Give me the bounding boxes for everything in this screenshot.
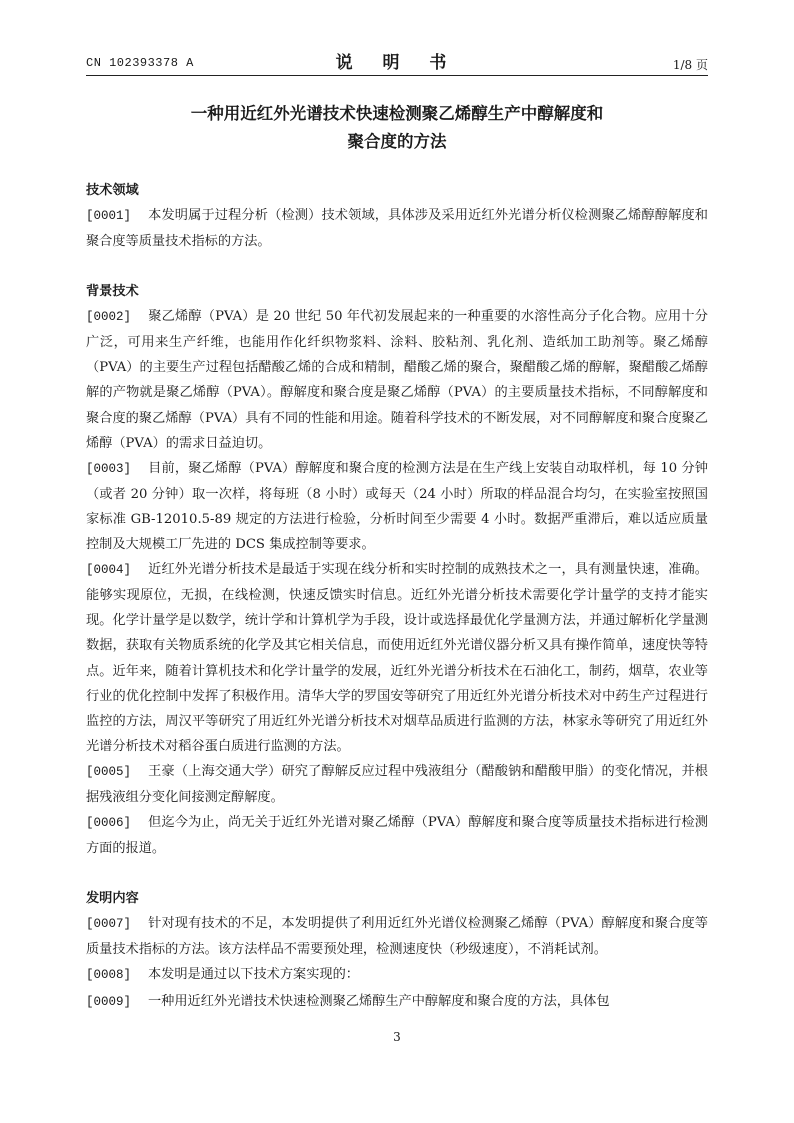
paragraph-number: [0009] — [86, 994, 132, 1009]
paragraph-text: 本发明是通过以下技术方案实现的： — [148, 967, 359, 983]
paragraph-number: [0002] — [86, 310, 132, 325]
paragraph-number: [0006] — [86, 816, 132, 831]
paragraph-number: [0008] — [86, 968, 132, 983]
document-body — [86, 178, 708, 1015]
paragraph — [86, 456, 708, 557]
paragraph-text: 目前，聚乙烯醇（PVA）醇解度和聚合度的检测方法是在生产线上安装自动取样机，每 10 分钟（或者 20 分钟）取一次样，将每班（8 小时）或每天（24 小时）所取的样品混合均匀，在实验室按照国家标准 GB-12010.5-89 规定的方法进行检验，分析时间至少需要 4 小时。数据严重滞后，难以适应质量控制及大规模工厂先进的 DCS 集成控制等要求。 — [86, 460, 708, 553]
page-number-footer: 3 — [393, 1030, 401, 1044]
paragraph-text: 王豪（上海交通大学）研究了醇解反应过程中残液组分（醋酸钠和醋酸甲脂）的变化情况，并根据残液组分变化间接测定醇解度。 — [86, 763, 708, 805]
paragraph-text: 针对现有技术的不足，本发明提供了利用近红外光谱仪检测聚乙烯醇（PVA）醇解度和聚合度等质量技术指标的方法。该方法样品不需要预处理，检测速度快（秒级速度），不消耗试剂。 — [86, 916, 708, 958]
paragraph-number: [0004] — [86, 563, 132, 578]
title-line-1: 一种用近红外光谱技术快速检测聚乙烯醇生产中醇解度和 — [190, 104, 604, 123]
section-heading-summary: 发明内容 — [86, 891, 139, 907]
paragraph-number: [0003] — [86, 461, 132, 476]
paragraph-text: 但迄今为止，尚无关于近红外光谱对聚乙烯醇（PVA）醇解度和聚合度等质量技术指标进行检测方面的报道。 — [86, 815, 708, 857]
paragraph-number: [0007] — [86, 917, 132, 932]
page-indicator: 1/8 页 — [672, 58, 708, 72]
section-heading-field: 技术领域 — [86, 183, 139, 198]
paragraph — [86, 810, 708, 861]
header-divider — [86, 75, 708, 76]
paragraph-number: [0001] — [86, 209, 132, 223]
paragraph — [86, 989, 708, 1015]
page-header — [86, 46, 708, 74]
paragraph — [86, 759, 708, 810]
document-title — [86, 100, 708, 156]
document-type: 说 明 书 — [335, 53, 459, 73]
paragraph — [86, 557, 708, 759]
title-line-2: 聚合度的方法 — [347, 132, 447, 151]
patent-number: CN 102393378 A — [86, 56, 194, 70]
section-heading-background: 背景技术 — [86, 284, 139, 300]
paragraph-text: 一种用近红外光谱技术快速检测聚乙烯醇生产中醇解度和聚合度的方法，具体包 — [148, 993, 610, 1009]
paragraph-text: 近红外光谱分析技术是最适于实现在线分析和实时控制的成熟技术之一，具有测量快速，准确。能够实现原位，无损，在线检测，快速反馈实时信息。近红外光谱分析技术需要化学计量学的支持才能实现。化学计量学是以数学，统计学和计算机学为手段，设计或选择最优化学量测方法，并通过解析化学量测数据，获取有关物质系统的化学及其它相关信息，而使用近红外光谱仪器分析又具有操作简单，速度快等特点。近年来，随着计算机技术和化学计量学的发展，近红外光谱分析技术在石油化工，制药，烟草，农业等行业的优化控制中发挥了积极作用。清华大学的罗国安等研究了用近红外光谱分析技术对中药生产过程进行监控的方法，周汉平等研究了用近红外光谱分析技术对烟草品质进行监测的方法，林家永等研究了用近红外光谱分析技术对稻谷蛋白质进行监测的方法。 — [86, 562, 708, 754]
paragraph — [86, 911, 708, 962]
paragraph — [86, 962, 708, 988]
paragraph — [86, 304, 708, 456]
paragraph-number: [0005] — [86, 764, 132, 779]
paragraph-text: 本发明属于过程分析（检测）技术领域，具体涉及采用近红外光谱分析仪检测聚乙烯醇醇解度和聚合度等质量技术指标的方法。 — [86, 208, 708, 250]
paragraph-text: 聚乙烯醇（PVA）是 20 世纪 50 年代初发展起来的一种重要的水溶性高分子化合物。应用十分广泛，可用来生产纤维，也能用作化纤织物浆料、涂料、胶粘剂、乳化剂、造纸加工助剂等。聚乙烯醇（PVA）的主要生产过程包括醋酸乙烯的合成和精制，醋酸乙烯的聚合，聚醋酸乙烯的醇解，聚醋酸乙烯醇解的产物就是聚乙烯醇（PVA）。醇解度和聚合度是聚乙烯醇（PVA）的主要质量技术指标，不同醇解度和聚合度的聚乙烯醇（PVA）具有不同的性能和用途。随着科学技术的不断发展，对不同醇解度和聚合度聚乙烯醇（PVA）的需求日益迫切。 — [86, 309, 708, 451]
paragraph — [86, 203, 708, 254]
